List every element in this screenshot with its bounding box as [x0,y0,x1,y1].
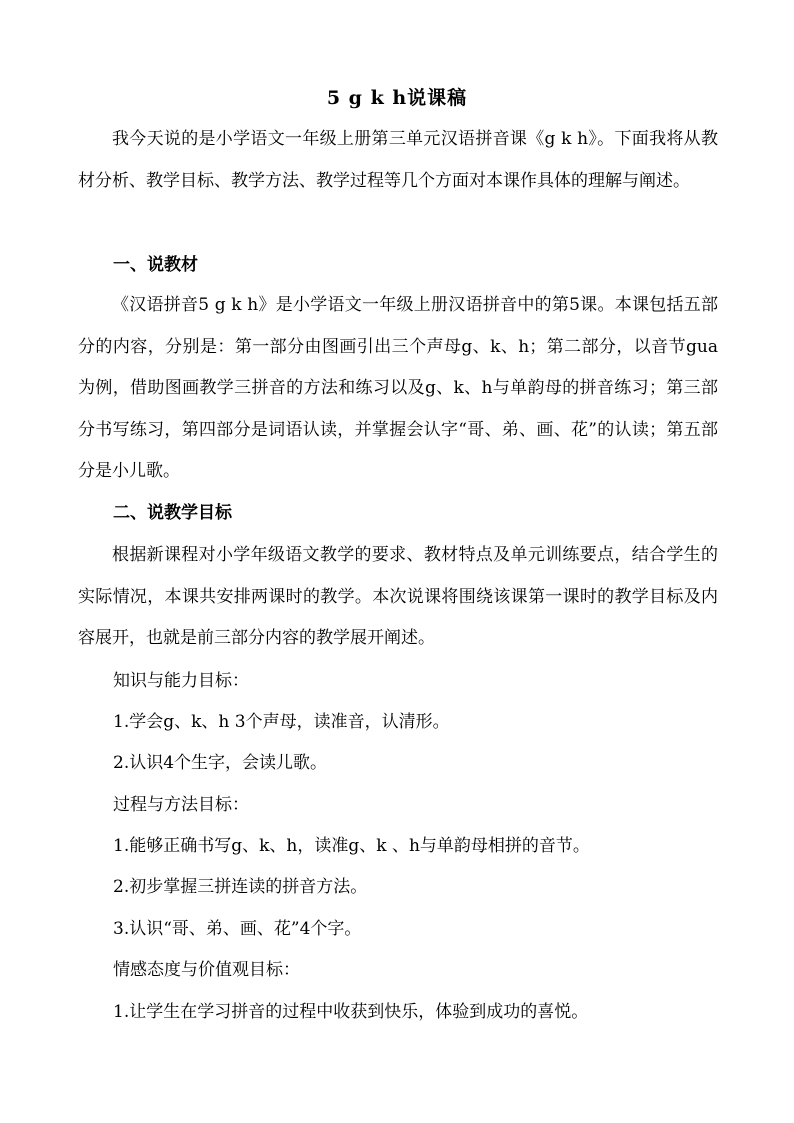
process-goal-item-3: 3.认识“哥、弟、画、花”4个字。 [113,919,362,939]
process-goal-item-1: 1.能够正确书写g、k、h，读准g、k 、h与单韵母相拼的音节。 [113,836,590,856]
knowledge-goal-item-1: 1.学会g、k、h 3个声母，读准音，认清形。 [113,712,450,732]
textbook-paragraph: 《汉语拼音5 g k h》是小学语文一年级上册汉语拼音中的第5课。本课包括五部分的内容，分别是：第一部分由图画引出三个声母g、k、h；第二部分，以音节gua为例，借助图画教学三拼音的方法和练习以及g、k、h与单韵母的拼音练习；第三部分书写练习，第四部分是词语认读，并掌握会认字“哥、弟、画、花”的认读；第五部分是小儿歌。 [78,295,718,482]
process-goal-item-2: 2.初步掌握三拼连读的拼音方法。 [113,877,368,897]
document-title: 5 g k h说课稿 [326,87,468,109]
emotion-goal-item-1: 1.让学生在学习拼音的过程中收获到快乐，体验到成功的喜悦。 [113,1002,589,1022]
intro-paragraph: 我今天说的是小学语文一年级上册第三单元汉语拼音课《g k h》。下面我将从教材分析、教学目标、教学方法、教学过程等几个方面对本课作具体的理解与阐述。 [78,129,718,191]
section-heading-textbook: 一、说教材 [113,255,198,275]
section-heading-goals: 二、说教学目标 [113,503,232,523]
knowledge-goal-label: 知识与能力目标： [113,671,249,691]
goals-paragraph: 根据新课程对小学年级语文教学的要求、教材特点及单元训练要点，结合学生的实际情况，本课共安排两课时的教学。本次说课将围绕该课第一课时的教学目标及内容展开，也就是前三部分内容的教学展开阐述。 [78,545,718,649]
process-goal-label: 过程与方法目标： [113,795,249,815]
emotion-goal-label: 情感态度与价值观目标： [113,960,300,980]
knowledge-goal-item-2: 2.认识4个生字，会读儿歌。 [113,753,328,773]
